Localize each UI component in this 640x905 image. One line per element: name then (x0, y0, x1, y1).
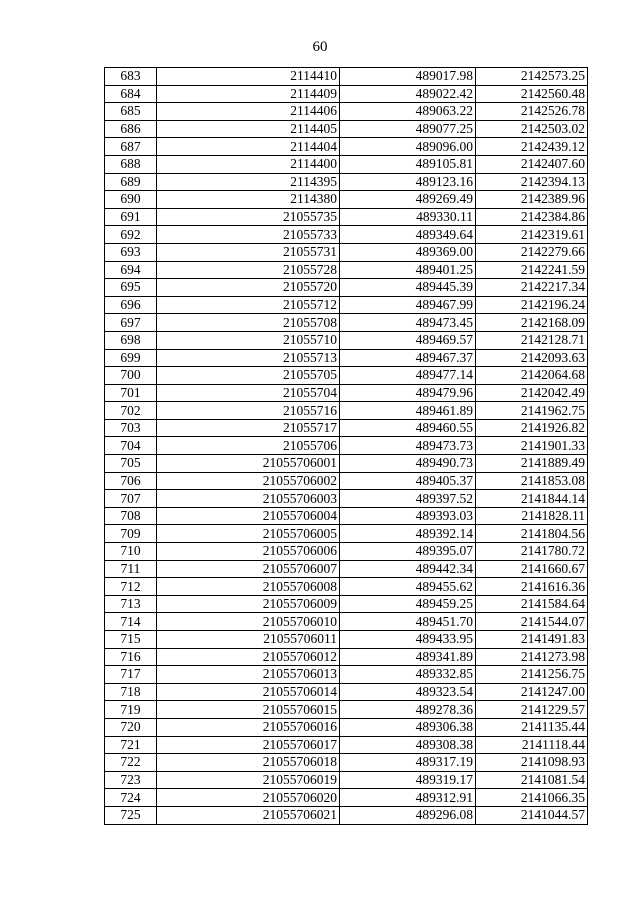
point-id-cell: 21055706009 (157, 595, 340, 613)
table-row (105, 331, 588, 349)
y-coordinate-cell: 2142128.71 (476, 331, 588, 349)
y-coordinate-cell: 2142196.24 (476, 296, 588, 314)
y-coordinate-cell: 2141247.00 (476, 683, 588, 701)
y-coordinate-cell: 2141098.93 (476, 754, 588, 772)
y-coordinate-cell: 2142573.25 (476, 68, 588, 86)
y-coordinate-cell: 2142217.34 (476, 279, 588, 297)
y-coordinate-cell: 2141229.57 (476, 701, 588, 719)
row-number-cell: 690 (105, 191, 157, 209)
point-id-cell: 21055706004 (157, 507, 340, 525)
row-number-cell: 704 (105, 437, 157, 455)
table-row (105, 103, 588, 121)
table-row (105, 85, 588, 103)
y-coordinate-cell: 2141926.82 (476, 419, 588, 437)
x-coordinate-cell: 489469.57 (340, 331, 476, 349)
y-coordinate-cell: 2142439.12 (476, 138, 588, 156)
table-row (105, 683, 588, 701)
x-coordinate-cell: 489063.22 (340, 103, 476, 121)
x-coordinate-cell: 489479.96 (340, 384, 476, 402)
point-id-cell: 2114404 (157, 138, 340, 156)
point-id-cell: 21055710 (157, 331, 340, 349)
x-coordinate-cell: 489477.14 (340, 367, 476, 385)
point-id-cell: 21055706 (157, 437, 340, 455)
x-coordinate-cell: 489341.89 (340, 648, 476, 666)
x-coordinate-cell: 489312.91 (340, 789, 476, 807)
y-coordinate-cell: 2141901.33 (476, 437, 588, 455)
row-number-cell: 716 (105, 648, 157, 666)
y-coordinate-cell: 2141584.64 (476, 595, 588, 613)
point-id-cell: 2114395 (157, 173, 340, 191)
table-row (105, 120, 588, 138)
point-id-cell: 21055706021 (157, 806, 340, 824)
point-id-cell: 21055706016 (157, 718, 340, 736)
point-id-cell: 21055706011 (157, 631, 340, 649)
table-row (105, 208, 588, 226)
coordinates-table (104, 67, 588, 825)
point-id-cell: 21055708 (157, 314, 340, 332)
point-id-cell: 21055706006 (157, 543, 340, 561)
point-id-cell: 21055706005 (157, 525, 340, 543)
row-number-cell: 698 (105, 331, 157, 349)
y-coordinate-cell: 2141544.07 (476, 613, 588, 631)
table-row (105, 754, 588, 772)
point-id-cell: 21055733 (157, 226, 340, 244)
x-coordinate-cell: 489332.85 (340, 666, 476, 684)
x-coordinate-cell: 489369.00 (340, 243, 476, 261)
y-coordinate-cell: 2142093.63 (476, 349, 588, 367)
y-coordinate-cell: 2141780.72 (476, 543, 588, 561)
table-row (105, 384, 588, 402)
y-coordinate-cell: 2141044.57 (476, 806, 588, 824)
y-coordinate-cell: 2142503.02 (476, 120, 588, 138)
point-id-cell: 21055712 (157, 296, 340, 314)
x-coordinate-cell: 489306.38 (340, 718, 476, 736)
table-row (105, 648, 588, 666)
table-body (105, 68, 588, 825)
y-coordinate-cell: 2142042.49 (476, 384, 588, 402)
y-coordinate-cell: 2142168.09 (476, 314, 588, 332)
x-coordinate-cell: 489269.49 (340, 191, 476, 209)
row-number-cell: 693 (105, 243, 157, 261)
row-number-cell: 719 (105, 701, 157, 719)
x-coordinate-cell: 489451.70 (340, 613, 476, 631)
y-coordinate-cell: 2141491.83 (476, 631, 588, 649)
table-row (105, 155, 588, 173)
table-row (105, 173, 588, 191)
table-row (105, 771, 588, 789)
point-id-cell: 21055706015 (157, 701, 340, 719)
table-row (105, 507, 588, 525)
row-number-cell: 711 (105, 560, 157, 578)
row-number-cell: 685 (105, 103, 157, 121)
x-coordinate-cell: 489455.62 (340, 578, 476, 596)
y-coordinate-cell: 2142384.86 (476, 208, 588, 226)
table-row (105, 613, 588, 631)
table-row (105, 191, 588, 209)
y-coordinate-cell: 2141660.67 (476, 560, 588, 578)
x-coordinate-cell: 489459.25 (340, 595, 476, 613)
table-row (105, 226, 588, 244)
y-coordinate-cell: 2142064.68 (476, 367, 588, 385)
point-id-cell: 21055735 (157, 208, 340, 226)
y-coordinate-cell: 2142407.60 (476, 155, 588, 173)
y-coordinate-cell: 2142560.48 (476, 85, 588, 103)
y-coordinate-cell: 2141118.44 (476, 736, 588, 754)
point-id-cell: 2114400 (157, 155, 340, 173)
table-row (105, 314, 588, 332)
table-row (105, 666, 588, 684)
table-row (105, 472, 588, 490)
row-number-cell: 715 (105, 631, 157, 649)
point-id-cell: 2114380 (157, 191, 340, 209)
table-row (105, 437, 588, 455)
row-number-cell: 687 (105, 138, 157, 156)
y-coordinate-cell: 2141256.75 (476, 666, 588, 684)
table-row (105, 789, 588, 807)
table-row (105, 631, 588, 649)
point-id-cell: 21055706014 (157, 683, 340, 701)
point-id-cell: 21055706001 (157, 455, 340, 473)
point-id-cell: 21055706010 (157, 613, 340, 631)
x-coordinate-cell: 489317.19 (340, 754, 476, 772)
table-row (105, 402, 588, 420)
table-row (105, 595, 588, 613)
table-row (105, 525, 588, 543)
point-id-cell: 21055706020 (157, 789, 340, 807)
x-coordinate-cell: 489442.34 (340, 560, 476, 578)
table-row (105, 718, 588, 736)
y-coordinate-cell: 2142241.59 (476, 261, 588, 279)
row-number-cell: 684 (105, 85, 157, 103)
x-coordinate-cell: 489349.64 (340, 226, 476, 244)
x-coordinate-cell: 489319.17 (340, 771, 476, 789)
row-number-cell: 696 (105, 296, 157, 314)
row-number-cell: 706 (105, 472, 157, 490)
row-number-cell: 712 (105, 578, 157, 596)
point-id-cell: 2114410 (157, 68, 340, 86)
y-coordinate-cell: 2142319.61 (476, 226, 588, 244)
row-number-cell: 699 (105, 349, 157, 367)
table-row (105, 806, 588, 824)
row-number-cell: 722 (105, 754, 157, 772)
row-number-cell: 691 (105, 208, 157, 226)
x-coordinate-cell: 489105.81 (340, 155, 476, 173)
table-row (105, 455, 588, 473)
table-row (105, 68, 588, 86)
row-number-cell: 701 (105, 384, 157, 402)
y-coordinate-cell: 2141273.98 (476, 648, 588, 666)
row-number-cell: 724 (105, 789, 157, 807)
x-coordinate-cell: 489296.08 (340, 806, 476, 824)
row-number-cell: 713 (105, 595, 157, 613)
point-id-cell: 2114409 (157, 85, 340, 103)
point-id-cell: 21055717 (157, 419, 340, 437)
row-number-cell: 723 (105, 771, 157, 789)
x-coordinate-cell: 489405.37 (340, 472, 476, 490)
row-number-cell: 694 (105, 261, 157, 279)
y-coordinate-cell: 2142279.66 (476, 243, 588, 261)
table-row (105, 560, 588, 578)
x-coordinate-cell: 489433.95 (340, 631, 476, 649)
point-id-cell: 2114405 (157, 120, 340, 138)
table-row (105, 296, 588, 314)
row-number-cell: 689 (105, 173, 157, 191)
page-number: 60 (312, 39, 328, 55)
row-number-cell: 700 (105, 367, 157, 385)
point-id-cell: 2114406 (157, 103, 340, 121)
y-coordinate-cell: 2142394.13 (476, 173, 588, 191)
row-number-cell: 683 (105, 68, 157, 86)
point-id-cell: 21055706019 (157, 771, 340, 789)
x-coordinate-cell: 489392.14 (340, 525, 476, 543)
row-number-cell: 718 (105, 683, 157, 701)
table-row (105, 261, 588, 279)
x-coordinate-cell: 489467.37 (340, 349, 476, 367)
x-coordinate-cell: 489397.52 (340, 490, 476, 508)
x-coordinate-cell: 489077.25 (340, 120, 476, 138)
row-number-cell: 717 (105, 666, 157, 684)
row-number-cell: 721 (105, 736, 157, 754)
x-coordinate-cell: 489123.16 (340, 173, 476, 191)
x-coordinate-cell: 489445.39 (340, 279, 476, 297)
row-number-cell: 714 (105, 613, 157, 631)
table-row (105, 736, 588, 754)
point-id-cell: 21055706008 (157, 578, 340, 596)
table-row (105, 367, 588, 385)
table-row (105, 279, 588, 297)
table-row (105, 578, 588, 596)
x-coordinate-cell: 489490.73 (340, 455, 476, 473)
point-id-cell: 21055720 (157, 279, 340, 297)
y-coordinate-cell: 2141889.49 (476, 455, 588, 473)
row-number-cell: 720 (105, 718, 157, 736)
row-number-cell: 705 (105, 455, 157, 473)
point-id-cell: 21055706013 (157, 666, 340, 684)
row-number-cell: 707 (105, 490, 157, 508)
row-number-cell: 725 (105, 806, 157, 824)
x-coordinate-cell: 489473.73 (340, 437, 476, 455)
row-number-cell: 697 (105, 314, 157, 332)
point-id-cell: 21055706007 (157, 560, 340, 578)
x-coordinate-cell: 489330.11 (340, 208, 476, 226)
y-coordinate-cell: 2141135.44 (476, 718, 588, 736)
point-id-cell: 21055706003 (157, 490, 340, 508)
x-coordinate-cell: 489460.55 (340, 419, 476, 437)
point-id-cell: 21055706012 (157, 648, 340, 666)
point-id-cell: 21055706002 (157, 472, 340, 490)
row-number-cell: 695 (105, 279, 157, 297)
y-coordinate-cell: 2141616.36 (476, 578, 588, 596)
point-id-cell: 21055706017 (157, 736, 340, 754)
x-coordinate-cell: 489308.38 (340, 736, 476, 754)
x-coordinate-cell: 489022.42 (340, 85, 476, 103)
x-coordinate-cell: 489393.03 (340, 507, 476, 525)
point-id-cell: 21055704 (157, 384, 340, 402)
row-number-cell: 710 (105, 543, 157, 561)
row-number-cell: 702 (105, 402, 157, 420)
point-id-cell: 21055728 (157, 261, 340, 279)
table-row (105, 543, 588, 561)
row-number-cell: 688 (105, 155, 157, 173)
y-coordinate-cell: 2141066.35 (476, 789, 588, 807)
x-coordinate-cell: 489323.54 (340, 683, 476, 701)
y-coordinate-cell: 2141962.75 (476, 402, 588, 420)
table-row (105, 701, 588, 719)
row-number-cell: 708 (105, 507, 157, 525)
point-id-cell: 21055716 (157, 402, 340, 420)
table-row (105, 243, 588, 261)
row-number-cell: 709 (105, 525, 157, 543)
point-id-cell: 21055713 (157, 349, 340, 367)
row-number-cell: 692 (105, 226, 157, 244)
point-id-cell: 21055705 (157, 367, 340, 385)
y-coordinate-cell: 2141853.08 (476, 472, 588, 490)
x-coordinate-cell: 489096.00 (340, 138, 476, 156)
table-row (105, 349, 588, 367)
x-coordinate-cell: 489278.36 (340, 701, 476, 719)
x-coordinate-cell: 489461.89 (340, 402, 476, 420)
row-number-cell: 703 (105, 419, 157, 437)
y-coordinate-cell: 2141804.56 (476, 525, 588, 543)
point-id-cell: 21055706018 (157, 754, 340, 772)
x-coordinate-cell: 489467.99 (340, 296, 476, 314)
row-number-cell: 686 (105, 120, 157, 138)
y-coordinate-cell: 2141828.11 (476, 507, 588, 525)
x-coordinate-cell: 489395.07 (340, 543, 476, 561)
table-row (105, 490, 588, 508)
y-coordinate-cell: 2141081.54 (476, 771, 588, 789)
x-coordinate-cell: 489017.98 (340, 68, 476, 86)
y-coordinate-cell: 2142389.96 (476, 191, 588, 209)
table-row (105, 138, 588, 156)
x-coordinate-cell: 489401.25 (340, 261, 476, 279)
point-id-cell: 21055731 (157, 243, 340, 261)
x-coordinate-cell: 489473.45 (340, 314, 476, 332)
y-coordinate-cell: 2142526.78 (476, 103, 588, 121)
y-coordinate-cell: 2141844.14 (476, 490, 588, 508)
table-row (105, 419, 588, 437)
